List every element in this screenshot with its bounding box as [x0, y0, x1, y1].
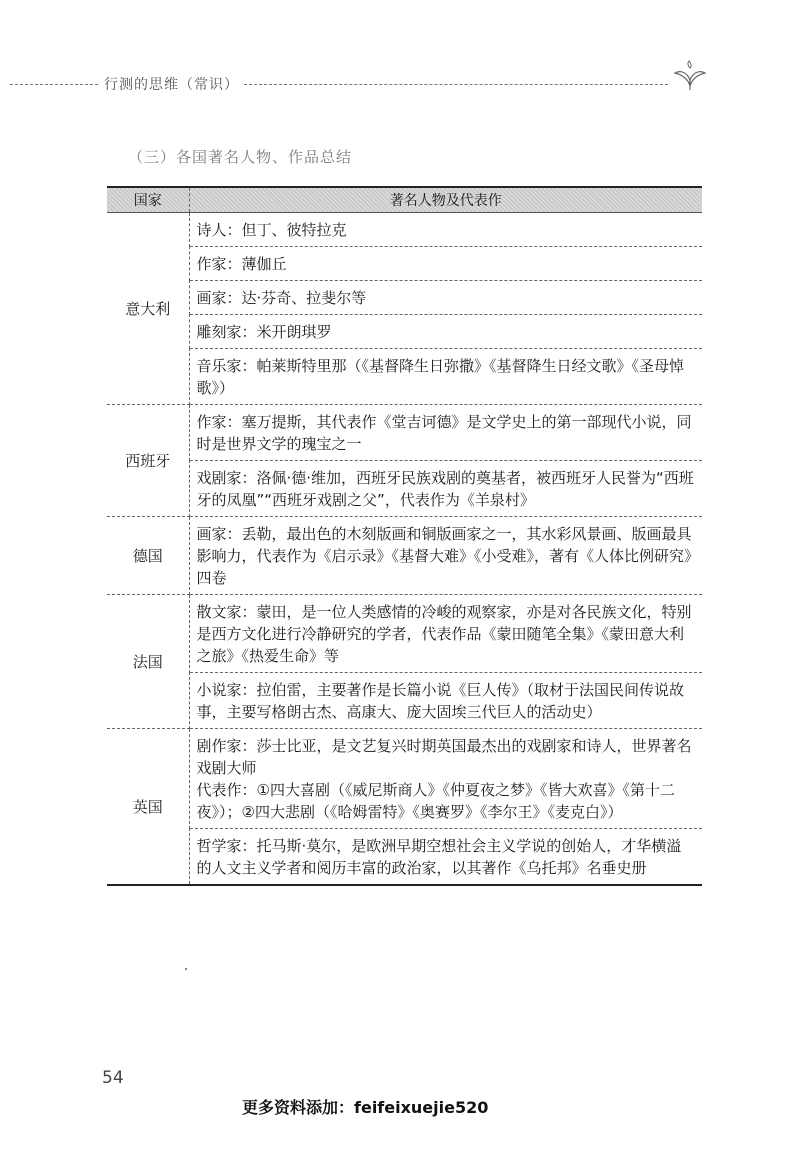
entry-cell: 作家：薄伽丘 — [189, 247, 702, 281]
running-header-title: 行测的思维（常识） — [104, 77, 239, 93]
country-cell: 英国 — [107, 729, 189, 886]
section-title: （三）各国著名人物、作品总结 — [128, 148, 353, 166]
entry-cell: 画家：丢勒，最出色的木刻版画和铜版画家之一，其水彩风景画、版画最具影响力，代表作为《启示录》《基督大难》《小受难》，著有《人体比例研究》四卷 — [189, 517, 702, 595]
entry-cell: 画家：达·芬奇、拉斐尔等 — [189, 281, 702, 315]
entry-cell: 剧作家：莎士比亚，是文艺复兴时期英国最杰出的戏剧家和诗人，世界著名戏剧大师 代表作：①四大喜剧（《威尼斯商人》《仲夏夜之梦》《皆大欢喜》《第十二夜》）；②四大悲剧（《哈姆雷特》《奥赛罗》《李尔王》《麦克白》） — [189, 729, 702, 829]
entry-cell: 哲学家：托马斯·莫尔，是欧洲早期空想社会主义学说的创始人，才华横溢的人文主义学者和阅历丰富的政治家，以其著作《乌托邦》名垂史册 — [196, 837, 682, 877]
entry-cell: 作家：塞万提斯，其代表作《堂吉诃德》是文学史上的第一部现代小说，同时是世界文学的瑰宝之一 — [189, 405, 702, 461]
country-cell: 德国 — [107, 517, 189, 595]
entry-cell: 雕刻家：米开朗琪罗 — [189, 315, 702, 349]
country-cell: 意大利 — [107, 213, 189, 405]
column-header-country: 国家 — [107, 187, 189, 213]
country-cell: 法国 — [107, 595, 189, 729]
scan-speck — [185, 968, 187, 970]
footer-note: 更多资料添加：feifeixuejie520 — [242, 1098, 489, 1117]
page-number: 54 — [102, 1068, 124, 1088]
column-header-figures: 著名人物及代表作 — [189, 187, 702, 213]
header-rule-right — [244, 84, 668, 85]
entry-cell: 散文家：蒙田，是一位人类感情的冷峻的观察家，亦是对各民族文化，特别是西方文化进行冷静研究的学者，代表作品《蒙田随笔全集》《蒙田意大利之旅》《热爱生命》等 — [189, 595, 702, 673]
country-cell: 西班牙 — [107, 405, 189, 517]
entry-cell: 音乐家：帕莱斯特里那（《基督降生日弥撒》《基督降生日经文歌》《圣母悼歌》） — [189, 349, 702, 405]
famous-figures-table — [107, 186, 702, 886]
header-rule-left — [10, 84, 98, 85]
entry-cell: 戏剧家：洛佩·德·维加，西班牙民族戏剧的奠基者，被西班牙人民誉为“西班牙的凤凰”“西班牙戏剧之父”，代表作为《羊泉村》 — [189, 461, 702, 517]
entry-cell: 诗人：但丁、彼特拉克 — [189, 213, 702, 247]
leaf-ornament-icon — [672, 60, 708, 90]
entry-cell: 小说家：拉伯雷，主要著作是长篇小说《巨人传》（取材于法国民间传说故事，主要写格朗古杰、高康大、庞大固埃三代巨人的活动史） — [189, 673, 702, 729]
